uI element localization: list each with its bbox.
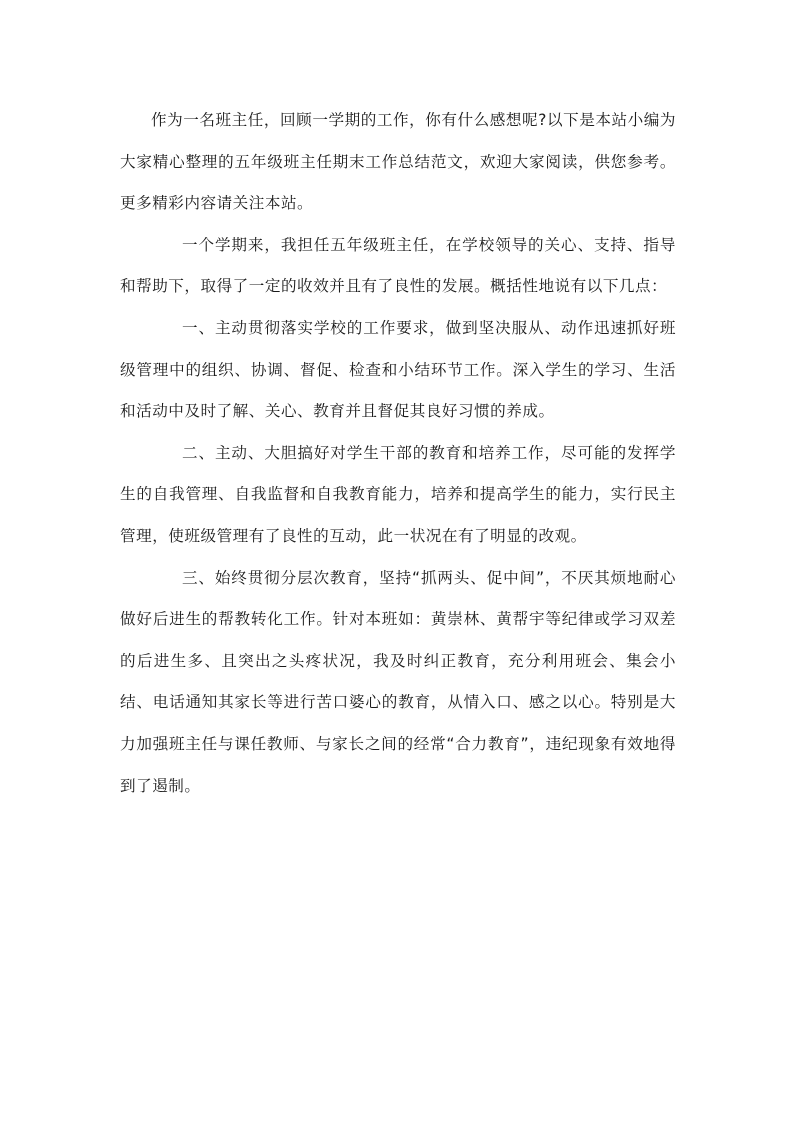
document-page [120,100,676,807]
intro-paragraph: 作为一名班主任，回顾一学期的工作，你有什么感想呢?以下是本站小编为大家精心整理的五年级班主任期末工作总结范文，欢迎大家阅读，供您参考。更多精彩内容请关注本站。 [120,111,676,213]
opening-paragraph: 一个学期来，我担任五年级班主任，在学校领导的关心、支持、指导和帮助下，取得了一定的收效并且有了良性的发展。概括性地说有以下几点： [120,235,676,296]
point-three-paragraph: 三、始终贯彻分层次教育，坚持“抓两头、促中间”，不厌其烦地耐心做好后进生的帮教转化工作。针对本班如：黄崇林、黄帮宇等纪律或学习双差的后进生多、且突出之头疼状况，我及时纠正教育，充分利用班会、集会小结、电话通知其家长等进行苦口婆心的教育，从情入口、感之以心。特别是大力加强班主任与课任教师、与家长之间的经常“合力教育”，违纪现象有效地得到了遏制。 [120,568,676,795]
point-two-paragraph: 二、主动、大胆搞好对学生干部的教育和培养工作，尽可能的发挥学生的自我管理、自我监督和自我教育能力，培养和提高学生的能力，实行民主管理，使班级管理有了良性的互动，此一状况在有了明显的改观。 [120,443,676,545]
point-one-paragraph: 一、主动贯彻落实学校的工作要求，做到坚决服从、动作迅速抓好班级管理中的组织、协调、督促、检查和小结环节工作。深入学生的学习、生活和活动中及时了解、关心、教育并且督促其良好习惯的养成。 [120,318,676,421]
